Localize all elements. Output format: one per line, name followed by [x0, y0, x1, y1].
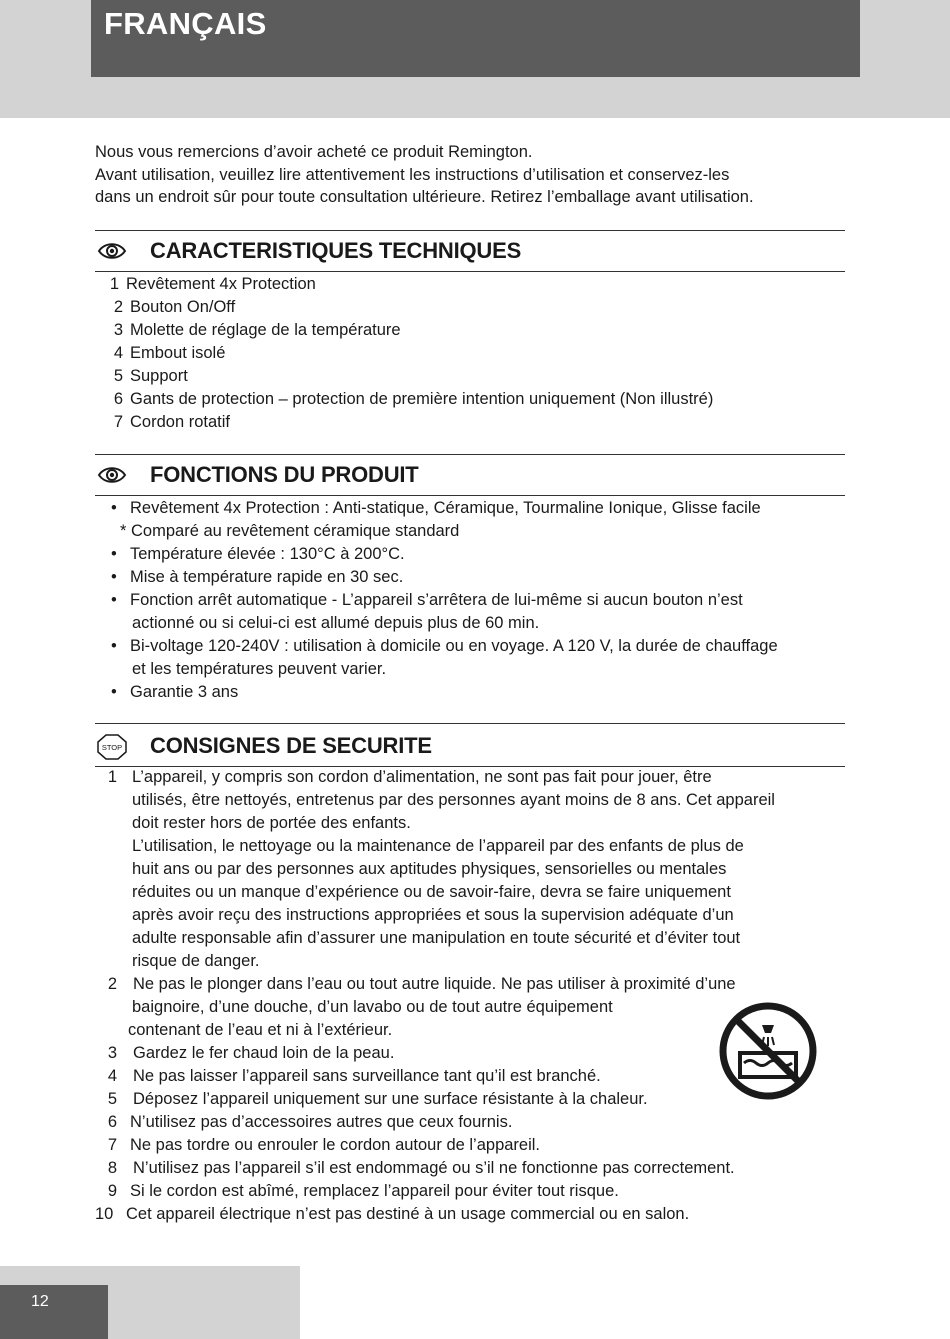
language-title: FRANÇAIS: [104, 6, 267, 41]
list-item: 7 Cordon rotatif: [113, 413, 230, 431]
list-item: 4 Ne pas laisser l’appareil sans surveillance tant qu’il est branché.: [107, 1067, 601, 1085]
list-item: • Mise à température rapide en 30 sec.: [111, 568, 404, 586]
list-item: 10 Cet appareil électrique n’est pas destiné à un usage commercial ou en salon.: [95, 1205, 690, 1223]
page-number: 12: [31, 1293, 49, 1310]
list-item: 7 Ne pas tordre ou enrouler le cordon autour de l’appareil.: [107, 1136, 541, 1154]
section-safety-header: [95, 723, 845, 767]
list-item: 6 Gants de protection – protection de première intention uniquement (Non illustré): [113, 390, 714, 408]
list-item: 5 Déposez l’appareil uniquement sur une surface résistante à la chaleur.: [107, 1090, 648, 1108]
list-item-continuation: L’utilisation, le nettoyage ou la maintenance de l’appareil par des enfants de plus de: [132, 837, 744, 855]
intro-text: [95, 141, 855, 209]
list-item-continuation: actionné ou si celui-ci est allumé depuis plus de 60 min.: [132, 614, 540, 632]
list-item: 8 N’utilisez pas l’appareil s’il est endommagé ou s’il ne fonctionne pas correctement.: [107, 1159, 735, 1177]
list-item-continuation: baignoire, d’une douche, d’un lavabo ou de tout autre équipement: [132, 998, 613, 1016]
list-item: 6 N’utilisez pas d’accessoires autres que ceux fournis.: [107, 1113, 513, 1131]
section-specs-header: [95, 230, 845, 272]
list-item-note: * Comparé au revêtement céramique standard: [120, 522, 460, 540]
list-item: 2 Ne pas le plonger dans l’eau ou tout autre liquide. Ne pas utiliser à proximité d’une: [107, 975, 736, 993]
list-item: 5 Support: [113, 367, 188, 385]
list-item: 1 Revêtement 4x Protection: [109, 275, 316, 293]
eye-icon: [97, 464, 127, 486]
eye-icon: [97, 240, 127, 262]
specs-list: [95, 273, 855, 434]
section-title: FONCTIONS DU PRODUIT: [150, 462, 419, 487]
list-item: 3 Molette de réglage de la température: [113, 321, 401, 339]
intro-line: Nous vous remercions d’avoir acheté ce produit Remington.: [95, 143, 533, 161]
list-item-continuation: contenant de l’eau et ni à l’extérieur.: [128, 1021, 393, 1039]
list-item: 2 Bouton On/Off: [113, 298, 236, 316]
list-item: • Fonction arrêt automatique - L’appareil s’arrêtera de lui-même si aucun bouton n’est: [111, 591, 743, 609]
intro-line: Avant utilisation, veuillez lire attentivement les instructions d’utilisation et conservez-les: [95, 165, 730, 184]
list-item: • Garantie 3 ans: [111, 683, 239, 701]
list-item: • Bi-voltage 120-240V : utilisation à domicile ou en voyage. A 120 V, la durée de chauffage: [111, 637, 778, 655]
list-item: 4 Embout isolé: [113, 344, 226, 362]
list-item: • Revêtement 4x Protection : Anti-statique, Céramique, Tourmaline Ionique, Glisse facile: [111, 499, 761, 517]
intro-line: dans un endroit sûr pour toute consultation ultérieure. Retirez l’emballage avant utilisation.: [95, 188, 754, 206]
list-item-continuation: doit rester hors de portée des enfants.: [132, 814, 411, 832]
list-item: 3 Gardez le fer chaud loin de la peau.: [107, 1044, 395, 1062]
safety-list: [95, 766, 855, 1226]
section-title: CONSIGNES DE SECURITE: [150, 733, 432, 758]
list-item-continuation: huit ans ou par des personnes aux aptitudes physiques, sensorielles ou mentales: [132, 860, 727, 878]
section-features-header: [95, 454, 845, 496]
stop-icon: [97, 734, 127, 760]
list-item-continuation: adulte responsable afin d’assurer une manipulation en toute sécurité et d’éviter tout: [132, 929, 741, 947]
list-item-continuation: et les températures peuvent varier.: [132, 660, 387, 678]
list-item-continuation: réduites ou un manque d’expérience ou de savoir-faire, devra se faire uniquement: [132, 883, 731, 901]
list-item-continuation: utilisés, être nettoyés, entretenus par des personnes ayant moins de 8 ans. Cet appareil: [132, 791, 775, 809]
list-item: 1 L’appareil, y compris son cordon d’alimentation, ne sont pas fait pour jouer, être: [107, 768, 712, 786]
svg-text:STOP: STOP: [101, 743, 123, 752]
list-item-continuation: risque de danger.: [132, 952, 260, 970]
no-water-bath-icon: [718, 1001, 818, 1101]
footer-tab: [0, 1285, 108, 1339]
list-item: 9 Si le cordon est abîmé, remplacez l’appareil pour éviter tout risque.: [107, 1182, 619, 1200]
features-list: [95, 497, 855, 704]
list-item-continuation: après avoir reçu des instructions appropriées et sous la supervision adéquate d’un: [132, 906, 734, 924]
section-title: CARACTERISTIQUES TECHNIQUES: [150, 238, 522, 263]
list-item: • Température élevée : 130°C à 200°C.: [111, 545, 405, 563]
